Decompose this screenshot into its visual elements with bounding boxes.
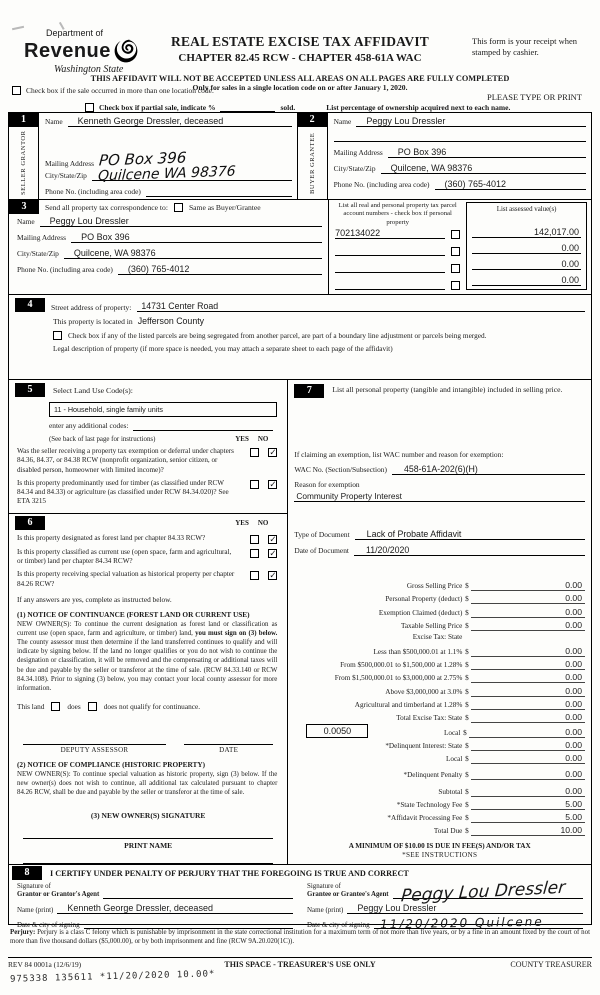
parcel-number-field-3[interactable] bbox=[335, 260, 445, 273]
total-excise-state-field[interactable]: 0.00 bbox=[471, 711, 585, 723]
notice-continuance-body: NEW OWNER(S): To continue the current designation as forest land or classification as current use (open space, farm and agriculture, or timber) land, you must sign on (3) below. The county assessor must then determine if the land transferred continues to qualify and will indicate by signing below. If the land no longer qualifies or you do not wish to continue the designation or classification, it will be removed and the compensating or additional taxes will be due and payable by the seller or transferor at the time of sale. (RCW 84.33.140 or RCW 84.34.108). Prior to signing (3) below, you may contact your local county assessor for more information. bbox=[17, 620, 278, 692]
grantee-date-city-label: Date & city of signing bbox=[307, 921, 370, 929]
perjury-statement: Perjury: Perjury is a class C felony which is punishable by imprisonment in the state correctional institution for a maximum term of not more than five years, or by a fine in an amount fixed by the court of not more than five thousand dollars ($5,000.00), or by both imprisonment and fine (RCW 9A.20.020(1C)). bbox=[10, 929, 590, 946]
seller-mailing-field[interactable]: PO Box 396 bbox=[98, 148, 188, 170]
grantee-name-print-label: Name (print) bbox=[307, 906, 344, 914]
section-3-badge: 3 bbox=[9, 200, 39, 214]
current-use-no-checkbox[interactable]: ✓ bbox=[269, 547, 277, 558]
no-header-2: NO bbox=[257, 518, 269, 527]
seller-name-row bbox=[45, 115, 292, 127]
grantor-name-print-field[interactable]: Kenneth George Dressler, deceased bbox=[57, 902, 293, 914]
notice-compliance-body: NEW OWNER(S): To continue special valuation as historic property, sign (3) below. If the new owner(s) does not wish to continue, all additional tax calculated pursuant to chapter 84.26 RCW, shall be due and payable by the seller or transferor at the time of sale. bbox=[17, 770, 278, 797]
footer-line bbox=[8, 957, 592, 969]
agricultural-field[interactable]: 0.00 bbox=[471, 698, 585, 710]
historical-yes-checkbox[interactable] bbox=[250, 571, 259, 580]
section-7-badge: 7 bbox=[294, 384, 324, 398]
segregated-label: Check box if any of the listed parcels are being segregated from another parcel, are part of a boundary line adjustment or parcels being merged. bbox=[68, 331, 487, 340]
seller-phone-label: Phone No. (including area code) bbox=[45, 187, 141, 196]
section-8-certification bbox=[9, 865, 591, 932]
assessed-values-box bbox=[466, 202, 587, 290]
corr-mailing-label: Mailing Address bbox=[17, 233, 67, 242]
personal-property-deduct-row: Personal Property (deduct) $ 0.00 bbox=[294, 591, 585, 604]
parcel-number-field-2[interactable] bbox=[335, 243, 445, 256]
land-qualify-row bbox=[17, 702, 277, 711]
local-label: Local bbox=[443, 728, 461, 737]
total-excise-state-row: Total Excise Tax: State $ 0.00 bbox=[294, 710, 585, 723]
assessed-header: List assessed value(s) bbox=[496, 206, 557, 213]
additional-codes-field[interactable] bbox=[133, 421, 273, 431]
section-2-buyer bbox=[298, 113, 591, 199]
tier1-field[interactable]: 0.00 bbox=[471, 645, 585, 657]
partial-sale-checkbox[interactable] bbox=[85, 103, 94, 112]
parcel-row-2 bbox=[335, 239, 460, 256]
located-in-value[interactable]: Jefferson County bbox=[137, 316, 205, 326]
deputy-assessor-signature-field[interactable] bbox=[23, 733, 166, 745]
grantee-signature-field[interactable] bbox=[393, 877, 583, 907]
revenue-swirl-icon bbox=[113, 38, 139, 64]
tier3-field[interactable]: 0.00 bbox=[471, 671, 585, 683]
corr-mailing-field[interactable]: PO Box 396 bbox=[71, 231, 322, 243]
multiple-location-row bbox=[12, 86, 232, 95]
grantor-date-city-label: Date & city of signing bbox=[17, 921, 80, 929]
delinquent-interest-local-field[interactable]: 0.00 bbox=[471, 752, 585, 764]
doc-date-label: Date of Document bbox=[294, 546, 349, 555]
form-revision: REV 84 0001a (12/6/19) bbox=[8, 960, 82, 969]
taxable-selling-price-row: Taxable Selling Price $ 0.00 bbox=[294, 618, 585, 631]
tier1-row: Less than $500,000.01 at 1.1% $ 0.00 bbox=[294, 644, 585, 657]
parcel-row-3 bbox=[335, 256, 460, 273]
personal-property-heading: List all personal property (tangible and intangible) included in selling price. bbox=[332, 385, 563, 394]
question-forest-land: Is this property designated as forest land per chapter 84.33 RCW? ✓ bbox=[17, 533, 277, 544]
grantor-sig-label-1: Signature of bbox=[17, 883, 51, 891]
logo-dept-of: Department of bbox=[46, 28, 104, 38]
located-in-label: This property is located in bbox=[53, 317, 133, 326]
timber-no-checkbox[interactable]: ✓ bbox=[269, 478, 277, 489]
state-technology-fee-row: *State Technology Fee $ 5.00 bbox=[294, 797, 585, 810]
exemption-no-checkbox[interactable]: ✓ bbox=[269, 447, 277, 457]
grantor-name-print-label: Name (print) bbox=[17, 906, 54, 914]
form-body bbox=[8, 112, 592, 932]
deputy-date-field[interactable] bbox=[184, 733, 273, 745]
see-back-note: (See back of last page for instructions) bbox=[49, 436, 156, 443]
total-due-row: Total Due $ 10.00 bbox=[294, 823, 585, 836]
section-5-badge: 5 bbox=[15, 383, 45, 397]
treasurer-space-label: THIS SPACE - TREASURER'S USE ONLY bbox=[224, 960, 376, 969]
notice-compliance-title: (2) NOTICE OF COMPLIANCE (HISTORIC PROPERTY) bbox=[17, 759, 206, 769]
doc-type-row bbox=[294, 528, 585, 540]
buyer-grantee-label: BUYER GRANTEE bbox=[308, 132, 316, 194]
affidavit-processing-fee-row: *Affidavit Processing Fee $ 5.00 bbox=[294, 810, 585, 823]
does-qualify-checkbox[interactable] bbox=[51, 702, 60, 711]
seller-mailing-label: Mailing Address bbox=[45, 159, 95, 168]
multiple-location-checkbox[interactable] bbox=[12, 86, 21, 95]
personal-property-checkbox-4[interactable] bbox=[451, 281, 460, 290]
same-as-buyer-checkbox[interactable] bbox=[174, 203, 183, 212]
tier4-field[interactable]: 0.00 bbox=[471, 685, 585, 697]
personal-property-checkbox-3[interactable] bbox=[451, 264, 460, 273]
delinquent-interest-state-field[interactable]: 0.00 bbox=[471, 739, 585, 751]
local-tax-row: 0.0050 Local $ 0.00 bbox=[294, 723, 585, 738]
assessed-value-field-4[interactable]: 0.00 bbox=[472, 273, 581, 286]
completion-warning: THIS AFFIDAVIT WILL NOT BE ACCEPTED UNLESS ALL AREAS ON ALL PAGES ARE FULLY COMPLETED bbox=[90, 74, 510, 83]
local-rate-box[interactable]: 0.0050 bbox=[306, 724, 368, 738]
buyer-city-row bbox=[334, 162, 586, 174]
grantee-sig-label-1: Signature of bbox=[307, 883, 341, 891]
form-title: REAL ESTATE EXCISE TAX AFFIDAVIT bbox=[171, 34, 429, 49]
personal-property-checkbox-2[interactable] bbox=[451, 247, 460, 256]
buyer-name-field[interactable]: Peggy Lou Dressler bbox=[356, 115, 586, 127]
logo-washington-state: Washington State bbox=[54, 64, 124, 75]
form-subtitle: CHAPTER 82.45 RCW - CHAPTER 458-61A WAC bbox=[178, 52, 422, 64]
parcel-row-4 bbox=[335, 273, 460, 290]
deputy-assessor-label: DEPUTY ASSESSOR bbox=[60, 745, 129, 754]
this-land-label: This land bbox=[17, 701, 45, 711]
question-historical: Is this property receiving special valuation as historical property per chapter 84.26 RCW? ✓ bbox=[17, 570, 277, 588]
doc-date-field[interactable]: 11/20/2020 bbox=[354, 544, 585, 556]
seller-name-label: Name bbox=[45, 117, 63, 126]
reason-field[interactable]: Community Property Interest bbox=[294, 491, 585, 502]
ownership-note: List percentage of ownership acquired next to each name. bbox=[326, 103, 511, 112]
parcel-number-field-1[interactable]: 702134022 bbox=[335, 226, 445, 239]
yes-header: YES bbox=[235, 435, 249, 443]
forest-no-checkbox[interactable]: ✓ bbox=[269, 533, 277, 544]
buyer-phone-label: Phone No. (including area code) bbox=[333, 180, 430, 189]
grantor-signature-row bbox=[17, 881, 293, 899]
assessed-value-field-1[interactable]: 142,017.00 bbox=[472, 225, 581, 238]
corr-phone-row bbox=[17, 263, 322, 275]
seller-name-field[interactable]: Kenneth George Dressler, deceased bbox=[68, 115, 292, 127]
receipt-note: This form is your receipt when stamped by cashier. bbox=[472, 36, 578, 58]
parcel-row-1 bbox=[335, 222, 460, 239]
local-tax-field[interactable]: 0.00 bbox=[469, 726, 585, 738]
see-instructions-note: *SEE INSTRUCTIONS bbox=[402, 851, 478, 860]
buyer-percent-row bbox=[334, 130, 586, 142]
forest-yes-checkbox[interactable] bbox=[250, 535, 259, 544]
parcel-header: List all real and personal property tax parcel account numbers - check box if personal property bbox=[338, 202, 457, 226]
section-4-badge: 4 bbox=[15, 298, 45, 312]
additional-codes-row bbox=[49, 421, 273, 431]
street-address-field[interactable]: 14731 Center Road bbox=[137, 300, 585, 312]
buyer-name-label: Name bbox=[333, 117, 352, 126]
assessed-value-field-3[interactable]: 0.00 bbox=[472, 257, 581, 270]
corr-phone-label: Phone No. (including area code) bbox=[17, 265, 113, 274]
sections-5-6 bbox=[9, 380, 288, 864]
section-1-seller bbox=[9, 113, 298, 199]
wac-label: WAC No. (Section/Subsection) bbox=[294, 465, 387, 474]
tier3-row: From $1,500,000.01 to $3,000,000 at 2.75% $ 0.00 bbox=[294, 670, 585, 683]
section-1-badge: 1 bbox=[9, 113, 38, 127]
corr-mailing-row bbox=[17, 231, 322, 243]
print-name-label: PRINT NAME bbox=[124, 840, 173, 850]
delinquent-interest-local-row: Local $ 0.00 bbox=[294, 751, 585, 764]
grantee-name-print-field[interactable]: Peggy Lou Dressler bbox=[347, 902, 583, 914]
segregated-checkbox[interactable] bbox=[53, 331, 62, 340]
minimum-fee-note: A MINIMUM OF $10.00 IS DUE IN FEE(S) AND/OR TAX bbox=[348, 842, 531, 851]
delinquent-interest-state-row: *Delinquent Interest: State $ 0.00 bbox=[294, 738, 585, 751]
subtotal-field[interactable]: 0.00 bbox=[471, 785, 585, 797]
exemption-yes-checkbox[interactable] bbox=[250, 448, 259, 457]
doc-type-label: Type of Document bbox=[294, 530, 350, 539]
section-2-badge: 2 bbox=[298, 113, 327, 127]
buyer-city-label: City/State/Zip bbox=[333, 164, 376, 173]
subtotal-row: Subtotal $ 0.00 bbox=[294, 783, 585, 796]
type-or-print-note: PLEASE TYPE OR PRINT bbox=[486, 92, 582, 102]
reason-label: Reason for exemption bbox=[294, 480, 360, 489]
correspondence-label: Send all property tax correspondence to: bbox=[45, 202, 168, 212]
county-treasurer-label: COUNTY TREASURER bbox=[510, 960, 592, 969]
buyer-phone-row bbox=[334, 178, 586, 190]
cashier-stamp: 975338 135611 *11/20/2020 10.00* bbox=[9, 969, 216, 985]
grantor-signature-field[interactable] bbox=[103, 881, 293, 899]
grantee-signature-row bbox=[307, 877, 583, 907]
excise-tax-state-header: Excise Tax: State bbox=[412, 632, 463, 641]
grantor-sig-label-2: Grantor or Grantor's Agent bbox=[17, 891, 100, 899]
seller-phone-row bbox=[45, 185, 292, 197]
buyer-phone-field[interactable]: (360) 765-4012 bbox=[435, 178, 586, 190]
question-exemption-deferral: Was the seller receiving a property tax exemption or deferral under chapters 84.36, 84.37, or 84.38 RCW (nonprofit organization, senior citizen, or disabled person, homeowner with limited income)? ✓ bbox=[17, 447, 277, 474]
land-use-code-field[interactable]: 11 - Household, single family units bbox=[49, 402, 277, 417]
affidavit-processing-fee-field[interactable]: 5.00 bbox=[471, 811, 585, 823]
yes-header-2: YES bbox=[235, 518, 249, 527]
parcel-table bbox=[329, 200, 591, 294]
multiple-location-label: Check box if the sale occurred in more than one location code. bbox=[26, 86, 214, 95]
agricultural-row: Agricultural and timberland at 1.28% $ 0.00 bbox=[294, 697, 585, 710]
land-use-heading: Select Land Use Code(s): bbox=[53, 385, 133, 395]
tier2-row: From $500,000.01 to $1,500,000 at 1.28% $ 0.00 bbox=[294, 657, 585, 670]
seller-phone-field[interactable] bbox=[146, 185, 292, 197]
seller-city-field[interactable]: Quilcene WA 98376 bbox=[92, 169, 292, 181]
does-not-label: does not qualify for continuance. bbox=[103, 701, 201, 711]
taxable-selling-price-field[interactable]: 0.00 bbox=[471, 619, 585, 631]
grantee-sig-label-2: Grantee or Grantee's Agent bbox=[307, 891, 389, 899]
legal-description-label: Legal description of property (if more space is needed, you may attach a separate sheet to each page of the affidavit) bbox=[53, 344, 393, 353]
logo-revenue: Revenue bbox=[24, 40, 111, 62]
single-location-note: Only for sales in a single location code on or after January 1, 2020. bbox=[192, 83, 408, 92]
deputy-date-label: DATE bbox=[219, 745, 239, 754]
print-name-field[interactable] bbox=[23, 860, 273, 864]
parcel-number-field-4[interactable] bbox=[335, 277, 445, 290]
buyer-city-field[interactable]: Quilcene, WA 98376 bbox=[381, 162, 586, 174]
buyer-mailing-label: Mailing Address bbox=[333, 148, 383, 157]
section-8-badge: 8 bbox=[12, 866, 42, 880]
if-any-yes-note: If any answers are yes, complete as instructed below. bbox=[17, 594, 172, 604]
same-as-buyer-label: Same as Buyer/Grantee bbox=[188, 202, 261, 212]
corr-city-row bbox=[17, 247, 322, 259]
seller-city-label: City/State/Zip bbox=[45, 171, 87, 180]
buyer-mailing-field[interactable]: PO Box 396 bbox=[388, 146, 586, 158]
tier2-field[interactable]: 0.00 bbox=[471, 658, 585, 670]
question-timber-agriculture: Is this property predominantly used for timber (as classified under RCW 84.34 and 84.33) or agriculture (as classified under RCW 84.34.020)? See ETA 3215 ✓ bbox=[17, 478, 277, 506]
assessed-value-field-2[interactable]: 0.00 bbox=[472, 241, 581, 254]
certify-statement: I CERTIFY UNDER PENALTY OF PERJURY THAT THE FOREGOING IS TRUE AND CORRECT bbox=[50, 868, 409, 878]
no-header: NO bbox=[257, 435, 269, 443]
personal-property-checkbox-1[interactable] bbox=[451, 230, 460, 239]
partial-sale-label: Check box if partial sale, indicate % bbox=[99, 103, 216, 112]
gross-selling-price-field[interactable]: 0.00 bbox=[471, 579, 585, 591]
does-label: does bbox=[67, 701, 81, 711]
seller-mailing-row bbox=[45, 135, 292, 169]
partial-sale-row bbox=[85, 103, 600, 112]
additional-codes-label: enter any additional codes: bbox=[49, 421, 129, 430]
section-6-badge: 6 bbox=[15, 516, 45, 530]
exemption-note: If claiming an exemption, list WAC number and reason for exemption: bbox=[294, 450, 504, 459]
buyer-mailing-row bbox=[334, 146, 586, 158]
wac-field[interactable]: 458-61A-202(6)(H) bbox=[392, 464, 585, 475]
total-due-field[interactable]: 10.00 bbox=[471, 824, 585, 836]
grantee-name-print-row bbox=[307, 902, 583, 914]
delinquent-penalty-field[interactable]: 0.00 bbox=[471, 768, 585, 780]
delinquent-penalty-row: *Delinquent Penalty $ 0.00 bbox=[294, 767, 585, 780]
corr-name-label: Name bbox=[17, 217, 35, 226]
exemption-claimed-row: Exemption Claimed (deduct) $ 0.00 bbox=[294, 604, 585, 617]
seller-grantor-label: SELLER GRANTOR bbox=[19, 130, 27, 196]
street-address-label: Street address of property: bbox=[51, 303, 132, 312]
current-use-yes-checkbox[interactable] bbox=[250, 549, 259, 558]
grantee-signature: Peggy Lou Dressler bbox=[399, 877, 566, 907]
state-technology-fee-field[interactable]: 5.00 bbox=[471, 798, 585, 810]
new-owner-signature-field[interactable] bbox=[23, 834, 273, 838]
personal-property-deduct-field[interactable]: 0.00 bbox=[471, 592, 585, 604]
corr-name-field[interactable]: Peggy Lou Dressler bbox=[40, 215, 322, 227]
grantee-date-city-field[interactable]: 11/20/2020 Quilcene bbox=[374, 916, 583, 929]
gross-selling-price-row: Gross Selling Price $ 0.00 bbox=[294, 578, 585, 591]
question-current-use: Is this property classified as current use (open space, farm and agricultural, or timber) land per chapter 84.34 RCW? ✓ bbox=[17, 547, 277, 566]
new-owner-signature-label: (3) NEW OWNER(S) SIGNATURE bbox=[90, 811, 206, 821]
timber-yes-checkbox[interactable] bbox=[250, 480, 259, 489]
wac-row bbox=[294, 464, 585, 475]
doc-type-field[interactable]: Lack of Probate Affidavit bbox=[355, 528, 585, 540]
does-not-qualify-checkbox[interactable] bbox=[88, 702, 97, 711]
sold-label: sold. bbox=[280, 103, 296, 112]
buyer-percent-field[interactable] bbox=[334, 130, 586, 142]
buyer-name-row bbox=[334, 115, 586, 127]
exemption-claimed-field[interactable]: 0.00 bbox=[471, 606, 585, 618]
corr-name-row bbox=[17, 215, 322, 227]
section-7 bbox=[288, 380, 591, 864]
doc-date-row bbox=[294, 544, 585, 556]
corr-city-label: City/State/Zip bbox=[17, 249, 59, 258]
corr-phone-field[interactable]: (360) 765-4012 bbox=[118, 263, 322, 275]
grantor-name-print-row bbox=[17, 902, 293, 914]
corr-city-field[interactable]: Quilcene, WA 98376 bbox=[64, 247, 322, 259]
notice-continuance-title: (1) NOTICE OF CONTINUANCE (FOREST LAND OR CURRENT USE) bbox=[17, 609, 250, 619]
tier4-row: Above $3,000,000 at 3.0% $ 0.00 bbox=[294, 683, 585, 696]
section-3-tax-correspondence bbox=[9, 200, 329, 294]
section-4-property bbox=[9, 295, 591, 380]
historical-no-checkbox[interactable]: ✓ bbox=[269, 570, 277, 581]
